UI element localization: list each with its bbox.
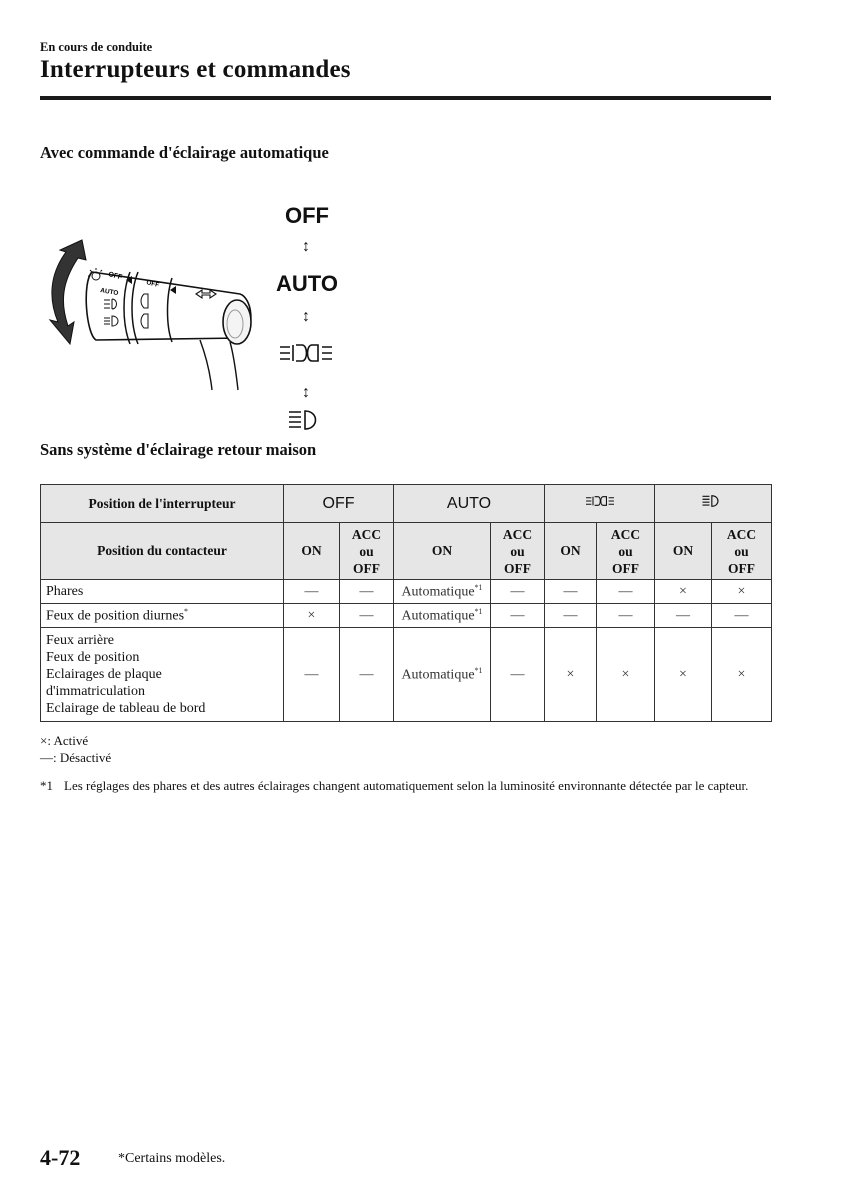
header-off: OFF: [284, 485, 394, 523]
legend-active: ×: Activé: [40, 733, 89, 748]
table-cell: —: [597, 580, 655, 604]
table-header-row-switch: [41, 485, 772, 523]
table-cell-auto: Automatique$^{*1}$: [394, 580, 491, 604]
table-cell: —: [491, 580, 545, 604]
table-cell: ×: [655, 628, 712, 722]
headlights-icon: [287, 408, 327, 432]
table-cell: —: [284, 580, 340, 604]
section-label: En cours de conduite: [40, 40, 153, 54]
header-headlights: [655, 485, 772, 523]
table-cell: —: [655, 604, 712, 628]
light-switch-lever-illustration: [30, 232, 260, 392]
header-ignition-position: Position du contacteur: [41, 523, 284, 580]
table-cell: —: [340, 604, 394, 628]
stalk-label-auto: AUTO: [99, 287, 119, 298]
row-label: Feux arrière Feux de position Eclairages de plaque d'immatriculation Eclairage de tableau de bord: [41, 628, 284, 722]
row-label: Phares: [41, 580, 284, 604]
table-cell: ×: [545, 628, 597, 722]
table-cell: ×: [284, 604, 340, 628]
header-on: ON: [284, 523, 340, 580]
header-on: ON: [394, 523, 491, 580]
table-header-row-ignition: [41, 523, 772, 580]
headlights-icon: [701, 494, 725, 508]
stalk-label-off: OFF: [107, 271, 123, 282]
table-row: [41, 628, 772, 722]
table-cell: —: [340, 580, 394, 604]
row-label: Feux de position diurnes*: [41, 604, 284, 628]
header-on: ON: [545, 523, 597, 580]
table-cell: ×: [712, 628, 772, 722]
table-cell-auto: Automatique$^{*1}$: [394, 628, 491, 722]
figure-heading: Avec commande d'éclairage automatique: [40, 143, 329, 162]
position-auto: AUTO: [276, 271, 338, 296]
table-cell: —: [545, 580, 597, 604]
table-cell: —: [491, 628, 545, 722]
table-cell: —: [284, 628, 340, 722]
header-acc: ACC ou OFF: [491, 523, 545, 580]
parking-lights-icon: [583, 494, 617, 508]
position-off: OFF: [285, 203, 329, 228]
up-down-arrow-icon: ↕: [302, 384, 310, 401]
table-row: [41, 604, 772, 628]
footnote-mark: *1: [40, 778, 53, 793]
table-cell: —: [597, 604, 655, 628]
page-number: 4-72: [40, 1145, 81, 1170]
up-down-arrow-icon: ↕: [302, 308, 310, 325]
header-acc: ACC ou OFF: [340, 523, 394, 580]
stalk-label-off-2: OFF: [145, 279, 160, 290]
table-cell-auto: Automatique$^{*1}$: [394, 604, 491, 628]
legend-inactive: —: Désactivé: [40, 750, 112, 765]
lighting-table: [40, 484, 772, 722]
up-down-arrow-icon: ↕: [302, 238, 310, 255]
table-cell: —: [340, 628, 394, 722]
table-cell: ×: [712, 580, 772, 604]
table-cell: ×: [655, 580, 712, 604]
footer-note: *Certains modèles.: [118, 1151, 226, 1166]
table-cell: ×: [597, 628, 655, 722]
header-parking-lights: [545, 485, 655, 523]
header-auto: AUTO: [394, 485, 545, 523]
page-title: Interrupteurs et commandes: [40, 56, 351, 83]
table-cell: —: [712, 604, 772, 628]
header-switch-position: Position de l'interrupteur: [41, 485, 284, 523]
header-on: ON: [655, 523, 712, 580]
rotation-arrow: [50, 240, 86, 344]
header-acc: ACC ou OFF: [597, 523, 655, 580]
header-acc: ACC ou OFF: [712, 523, 772, 580]
table-cell: —: [545, 604, 597, 628]
footnote-text: Les réglages des phares et des autres éclairages changent automatiquement selon la luminosité environnante détectée par le capteur.: [64, 778, 749, 793]
table-row: [41, 580, 772, 604]
table-cell: —: [491, 604, 545, 628]
table-heading: Sans système d'éclairage retour maison: [40, 440, 317, 459]
parking-lights-icon: [278, 340, 334, 366]
footnote: [40, 778, 760, 794]
title-rule: [40, 96, 771, 100]
